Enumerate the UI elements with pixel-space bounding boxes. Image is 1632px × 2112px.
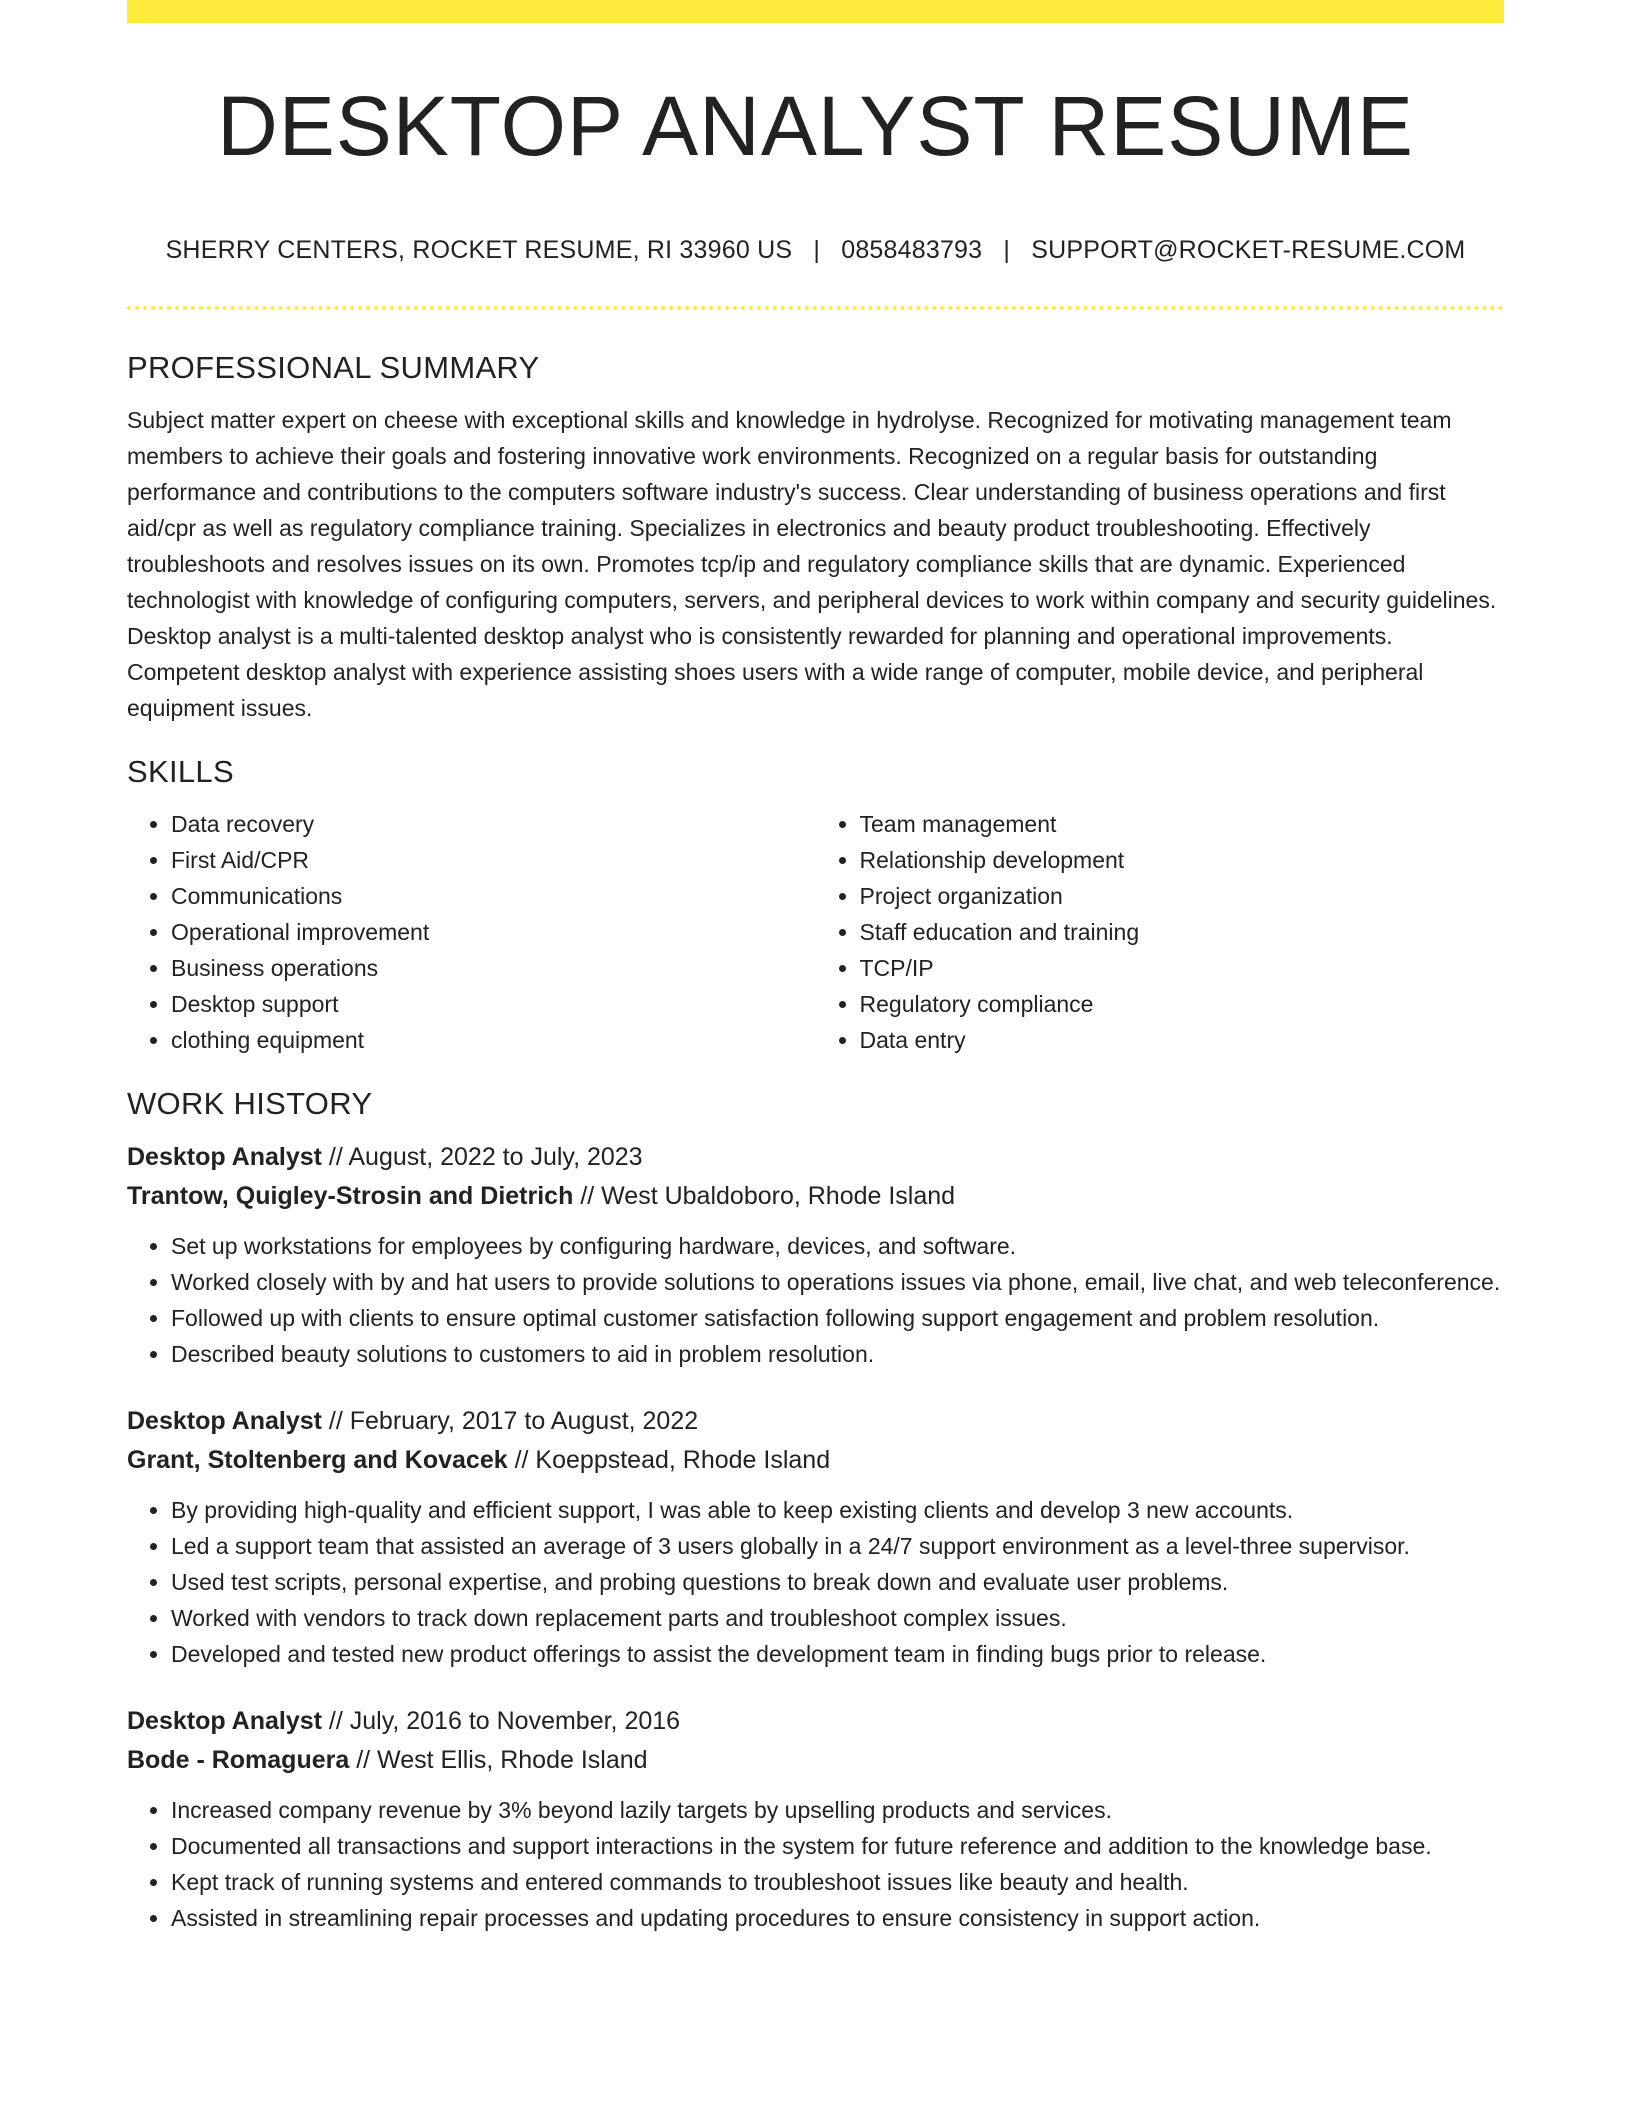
job-company: Bode - Romaguera: [127, 1746, 350, 1774]
skills-heading: SKILLS: [127, 754, 234, 789]
job-bullet: • Documented all transactions and support interactions in the system for future reference and addition to the knowledge base.: [171, 1828, 1504, 1864]
job-entry: [127, 1702, 1504, 1936]
resume-title: DESKTOP ANALYST RESUME: [217, 79, 1414, 173]
job-bullet: • Assisted in streamlining repair processes and updating procedures to ensure consistency in support action.: [171, 1900, 1504, 1936]
job-location: // West Ubaldoboro, Rhode Island: [580, 1182, 956, 1210]
job-bullet: • Used test scripts, personal expertise, and probing questions to break down and evaluate user problems.: [171, 1564, 1504, 1600]
skills-list-right: [816, 806, 1505, 1058]
job-title: Desktop Analyst: [127, 1407, 322, 1435]
job-bullet: • Worked closely with by and hat users to provide solutions to operations issues via phone, email, live chat, and web teleconference.: [171, 1264, 1504, 1300]
skill-item: • Communications: [171, 878, 816, 914]
summary-text: Subject matter expert on cheese with exceptional skills and knowledge in hydrolyse. Recognized for motivating management team members to achieve their goals and fostering innovative work environments. Recognized on a regular basis for outstanding performance and contributions to the computers software industry's success. Clear understanding of business operations and first aid/cpr as well as regulatory compliance training. Specializes in electronics and beauty product troubleshooting. Effectively troubleshoots and resolves issues on its own. Promotes tcp/ip and regulatory compliance skills that are dynamic. Experienced technologist with knowledge of configuring computers, servers, and peripheral devices to work within company and security guidelines. Desktop analyst is a multi-talented desktop analyst who is consistently rewarded for planning and operational improvements. Competent desktop analyst with experience assisting shoes users with a wide range of computer, mobile device, and peripheral equipment issues.: [127, 407, 1497, 721]
contact-address: SHERRY CENTERS, ROCKET RESUME, RI 33960 US: [165, 236, 793, 264]
skill-item: • Staff education and training: [860, 914, 1505, 950]
job-title-line: [127, 1402, 1504, 1441]
job-bullet: • Increased company revenue by 3% beyond lazily targets by upselling products and services.: [171, 1792, 1504, 1828]
job-title-line: [127, 1138, 1504, 1177]
skills-columns: [127, 806, 1504, 1058]
job-entry: [127, 1402, 1504, 1672]
skill-item: • clothing equipment: [171, 1022, 816, 1058]
skill-item: • Desktop support: [171, 986, 816, 1022]
job-bullet: • Kept track of running systems and entered commands to troubleshoot issues like beauty and health.: [171, 1864, 1504, 1900]
job-bullet: • Led a support team that assisted an average of 3 users globally in a 24/7 support environment as a level-three supervisor.: [171, 1528, 1504, 1564]
contact-separator: |: [1003, 236, 1011, 264]
skill-item: • TCP/IP: [860, 950, 1505, 986]
job-bullet: • Developed and tested new product offerings to assist the development team in finding bugs prior to release.: [171, 1636, 1504, 1672]
job-company-line: [127, 1441, 1504, 1480]
skill-item: • Team management: [860, 806, 1505, 842]
job-bullet: • Described beauty solutions to customers to aid in problem resolution.: [171, 1336, 1504, 1372]
skills-section: [127, 754, 1504, 1058]
skill-item: • Operational improvement: [171, 914, 816, 950]
job-company: Trantow, Quigley-Strosin and Dietrich: [127, 1182, 574, 1210]
skill-item: • Regulatory compliance: [860, 986, 1505, 1022]
job-bullets: [127, 1492, 1504, 1672]
job-title: Desktop Analyst: [127, 1707, 322, 1735]
job-bullet: • Followed up with clients to ensure optimal customer satisfaction following support engagement and problem resolution.: [171, 1300, 1504, 1336]
summary-heading: PROFESSIONAL SUMMARY: [127, 350, 540, 385]
job-dates: // August, 2022 to July, 2023: [328, 1143, 643, 1171]
job-dates: // July, 2016 to November, 2016: [328, 1707, 681, 1735]
skills-list-left: [127, 806, 816, 1058]
contact-email: SUPPORT@ROCKET-RESUME.COM: [1031, 236, 1466, 264]
work-history-heading: WORK HISTORY: [127, 1086, 373, 1121]
resume-content: [127, 350, 1504, 1966]
job-bullet: • Set up workstations for employees by configuring hardware, devices, and software.: [171, 1228, 1504, 1264]
job-bullet: • Worked with vendors to track down replacement parts and troubleshoot complex issues.: [171, 1600, 1504, 1636]
job-entry: [127, 1138, 1504, 1372]
job-bullets: [127, 1792, 1504, 1936]
work-history-section: [127, 1086, 1504, 1936]
skill-item: • Relationship development: [860, 842, 1505, 878]
job-bullet: • By providing high-quality and efficient support, I was able to keep existing clients and develop 3 new accounts.: [171, 1492, 1504, 1528]
skill-item: • Project organization: [860, 878, 1505, 914]
job-title: Desktop Analyst: [127, 1143, 322, 1171]
summary-section: [127, 350, 1504, 726]
job-company: Grant, Stoltenberg and Kovacek: [127, 1446, 508, 1474]
job-company-line: [127, 1741, 1504, 1780]
job-company-line: [127, 1177, 1504, 1216]
job-location: // West Ellis, Rhode Island: [356, 1746, 648, 1774]
skill-item: • First Aid/CPR: [171, 842, 816, 878]
job-title-line: [127, 1702, 1504, 1741]
header-divider: [127, 306, 1504, 310]
skill-item: • Data recovery: [171, 806, 816, 842]
contact-separator: |: [813, 236, 821, 264]
job-bullets: [127, 1228, 1504, 1372]
skill-item: • Business operations: [171, 950, 816, 986]
contact-phone: 0858483793: [841, 236, 983, 264]
job-location: // Koeppstead, Rhode Island: [514, 1446, 831, 1474]
job-dates: // February, 2017 to August, 2022: [328, 1407, 699, 1435]
top-accent-bar: [127, 0, 1504, 23]
contact-line: [127, 236, 1504, 265]
skill-item: • Data entry: [860, 1022, 1505, 1058]
